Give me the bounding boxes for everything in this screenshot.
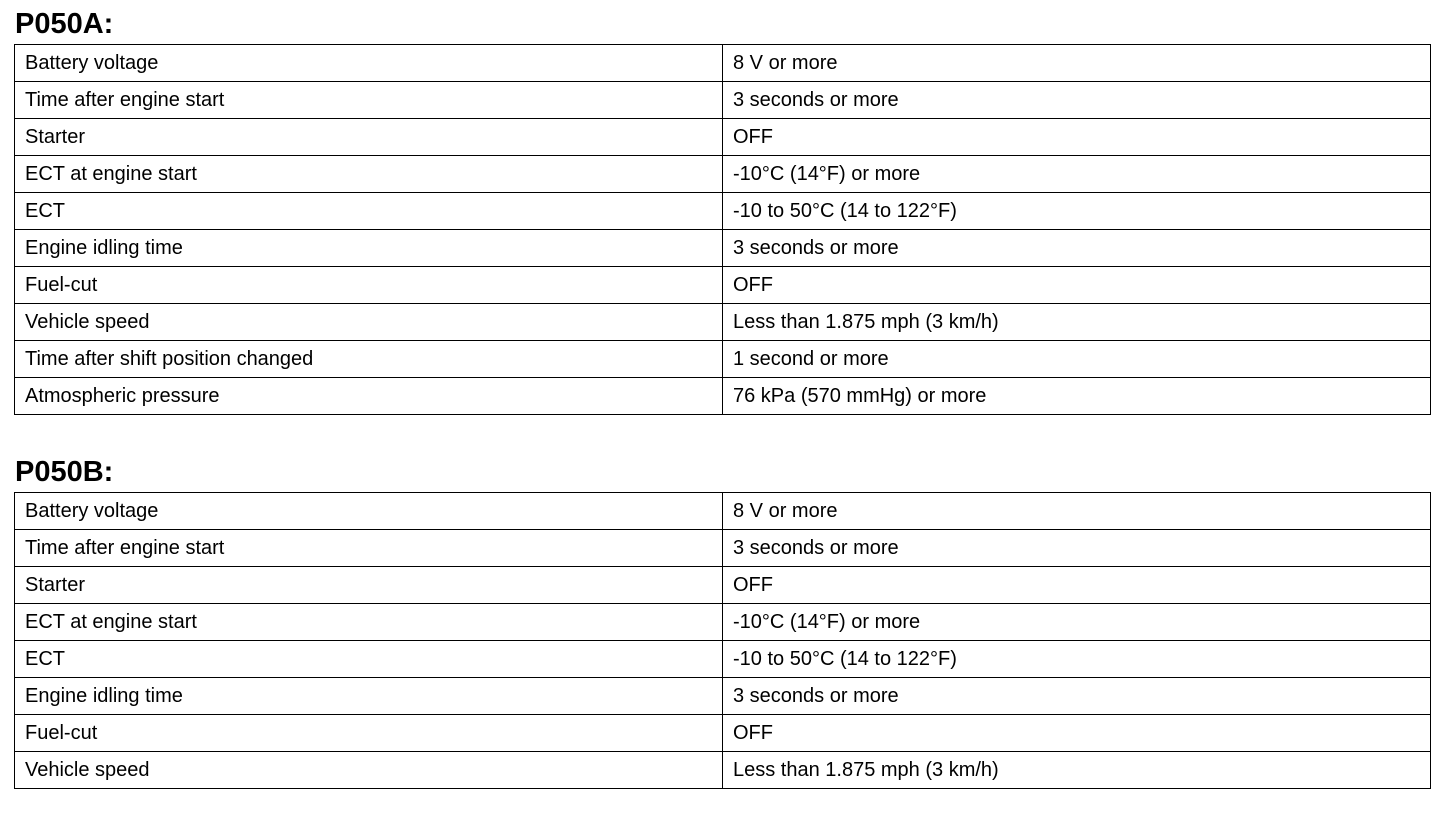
value-cell: -10 to 50°C (14 to 122°F) <box>723 193 1431 230</box>
value-cell: 1 second or more <box>723 341 1431 378</box>
value-cell: -10°C (14°F) or more <box>723 604 1431 641</box>
param-cell: Time after shift position changed <box>15 341 723 378</box>
table-row <box>15 267 1431 304</box>
section-p050a <box>14 4 1431 415</box>
section-title: P050A: <box>15 8 114 40</box>
value-cell: OFF <box>723 119 1431 156</box>
table-row <box>15 378 1431 415</box>
param-cell: Fuel-cut <box>15 715 723 752</box>
table-row <box>15 193 1431 230</box>
value-cell: -10 to 50°C (14 to 122°F) <box>723 641 1431 678</box>
param-cell: Engine idling time <box>15 678 723 715</box>
table-row <box>15 752 1431 789</box>
value-cell: OFF <box>723 567 1431 604</box>
param-cell: ECT at engine start <box>15 604 723 641</box>
table-row <box>15 604 1431 641</box>
param-cell: Vehicle speed <box>15 752 723 789</box>
param-cell: ECT <box>15 641 723 678</box>
param-cell: ECT <box>15 193 723 230</box>
param-cell: Fuel-cut <box>15 267 723 304</box>
table-row <box>15 304 1431 341</box>
value-cell: 76 kPa (570 mmHg) or more <box>723 378 1431 415</box>
param-cell: Starter <box>15 119 723 156</box>
value-cell: 3 seconds or more <box>723 82 1431 119</box>
param-cell: ECT at engine start <box>15 156 723 193</box>
value-cell: 3 seconds or more <box>723 230 1431 267</box>
table-row <box>15 715 1431 752</box>
value-cell: Less than 1.875 mph (3 km/h) <box>723 752 1431 789</box>
value-cell: 3 seconds or more <box>723 678 1431 715</box>
section-p050b <box>14 452 1431 789</box>
value-cell: 8 V or more <box>723 45 1431 82</box>
param-cell: Battery voltage <box>15 45 723 82</box>
table-row <box>15 82 1431 119</box>
conditions-table <box>14 44 1431 415</box>
value-cell: 8 V or more <box>723 493 1431 530</box>
table-row <box>15 341 1431 378</box>
param-cell: Battery voltage <box>15 493 723 530</box>
value-cell: Less than 1.875 mph (3 km/h) <box>723 304 1431 341</box>
table-row <box>15 641 1431 678</box>
table-row <box>15 156 1431 193</box>
table-row <box>15 678 1431 715</box>
table-row <box>15 230 1431 267</box>
param-cell: Time after engine start <box>15 530 723 567</box>
value-cell: 3 seconds or more <box>723 530 1431 567</box>
value-cell: OFF <box>723 715 1431 752</box>
param-cell: Time after engine start <box>15 82 723 119</box>
section-title: P050B: <box>15 456 114 488</box>
table-row <box>15 493 1431 530</box>
table-row <box>15 567 1431 604</box>
value-cell: OFF <box>723 267 1431 304</box>
value-cell: -10°C (14°F) or more <box>723 156 1431 193</box>
param-cell: Engine idling time <box>15 230 723 267</box>
param-cell: Starter <box>15 567 723 604</box>
table-row <box>15 530 1431 567</box>
param-cell: Atmospheric pressure <box>15 378 723 415</box>
table-row <box>15 119 1431 156</box>
conditions-table <box>14 492 1431 789</box>
param-cell: Vehicle speed <box>15 304 723 341</box>
table-row <box>15 45 1431 82</box>
